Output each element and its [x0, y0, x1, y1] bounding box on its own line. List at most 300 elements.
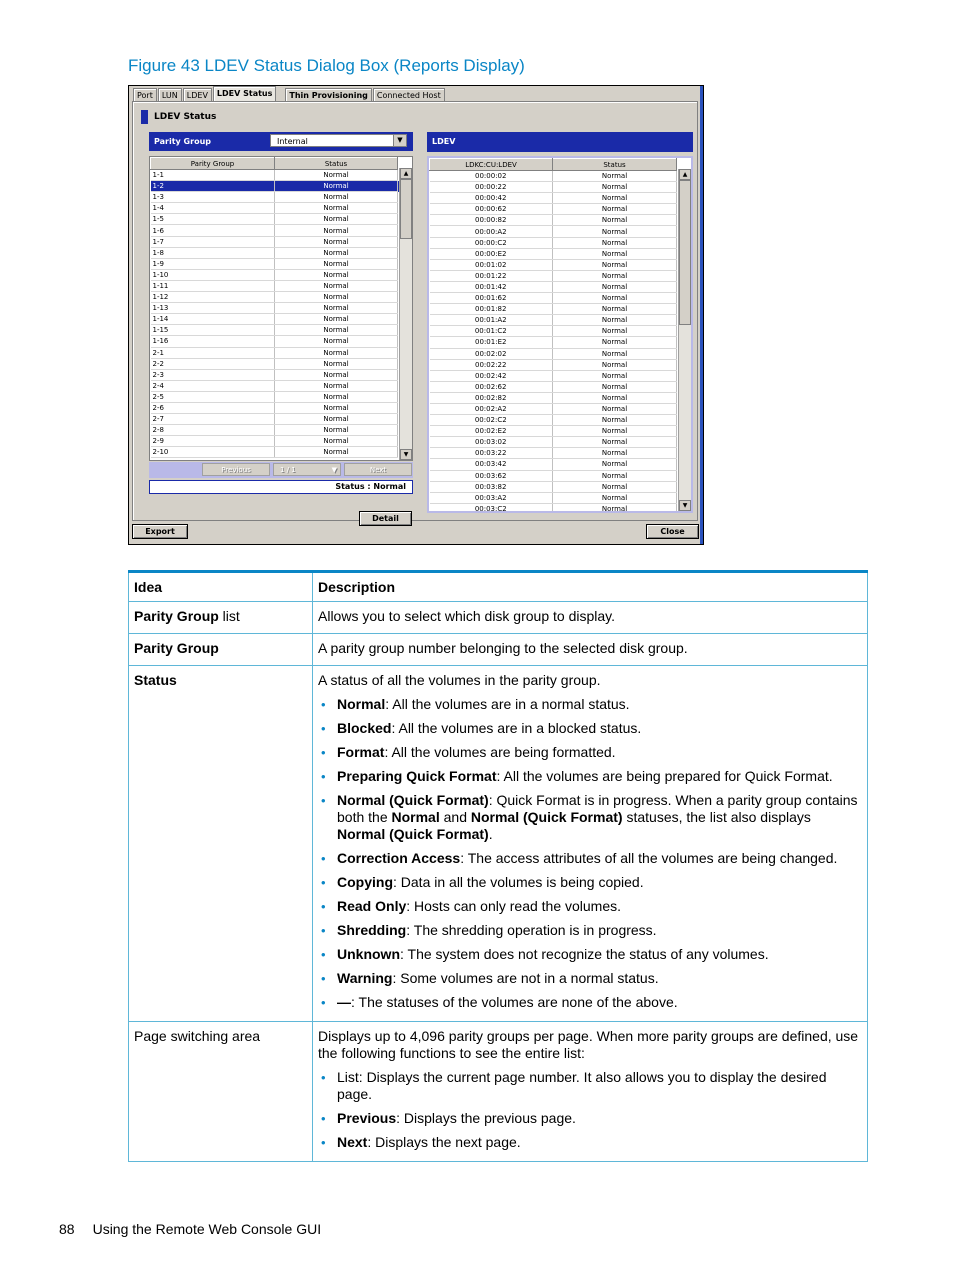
table-row[interactable]: [430, 426, 692, 437]
parity-status-cell: Normal: [275, 369, 398, 380]
list-item: [318, 792, 862, 843]
list-term: Format: [337, 744, 385, 760]
list-text: List: Displays the current page number. It also allows you to display the desired page.: [337, 1069, 827, 1102]
ldev-id-cell: 00:02:E2: [430, 426, 553, 437]
parity-status-cell: Normal: [275, 203, 398, 214]
scroll-up-icon[interactable]: ▲: [400, 168, 412, 179]
parity-id-cell: 1-12: [151, 292, 275, 303]
parity-id-cell: 2-8: [151, 425, 275, 436]
idea-cell: Page switching area: [129, 1022, 313, 1162]
ldev-id-cell: 00:03:22: [430, 448, 553, 459]
description-cell: Allows you to select which disk group to display.: [313, 602, 868, 634]
idea-cell: [129, 602, 313, 634]
ldev-id-cell: 00:03:42: [430, 459, 553, 470]
description-cell: A parity group number belonging to the selected disk group.: [313, 634, 868, 666]
list-text: : Some volumes are not in a normal status.: [392, 970, 659, 986]
parity-group-bar: [149, 132, 413, 151]
parity-status-cell: Normal: [275, 181, 398, 192]
section-title: LDEV Status: [154, 112, 217, 122]
list-item: [318, 720, 862, 737]
parity-id-cell: 2-6: [151, 402, 275, 413]
ldev-status-cell: Normal: [553, 182, 677, 193]
parity-status-cell: Normal: [275, 258, 398, 269]
list-item: [318, 1069, 862, 1103]
parity-status-cell: Normal: [275, 336, 398, 347]
page-select[interactable]: [273, 463, 341, 476]
status-display: Status : Normal: [149, 480, 413, 494]
list-term: Unknown: [337, 946, 400, 962]
ldev-status-cell: Normal: [553, 392, 677, 403]
table-row[interactable]: [430, 259, 692, 270]
table-row[interactable]: [430, 392, 692, 403]
table-row[interactable]: [151, 314, 413, 325]
tab-lun[interactable]: LUN: [158, 88, 182, 102]
ldev-id-cell: 00:03:02: [430, 437, 553, 448]
ldev-status-cell: Normal: [553, 326, 677, 337]
ldev-status-cell: Normal: [553, 415, 677, 426]
parity-status-cell: Normal: [275, 170, 398, 181]
table-row[interactable]: [430, 237, 692, 248]
parity-id-cell: 1-15: [151, 325, 275, 336]
table-row[interactable]: [151, 336, 413, 347]
scroll-up-icon[interactable]: ▲: [679, 169, 691, 180]
table-row[interactable]: [430, 359, 692, 370]
page-select-value: 1 / 1: [280, 466, 296, 474]
idea-cell: [129, 634, 313, 666]
ldev-id-cell: 00:00:82: [430, 215, 553, 226]
ldev-panel: [427, 132, 693, 513]
table-row[interactable]: [430, 448, 692, 459]
parity-id-cell: 1-6: [151, 225, 275, 236]
list-item: [318, 696, 862, 713]
description-table: [128, 570, 868, 1162]
list-term: Normal (Quick Format): [470, 809, 623, 825]
parity-status-cell: Normal: [275, 402, 398, 413]
list-text: : All the volumes are being formatted.: [384, 744, 616, 760]
parity-id-cell: 1-11: [151, 280, 275, 291]
tab-connected-host[interactable]: Connected Host: [373, 88, 445, 102]
table-row[interactable]: [151, 258, 413, 269]
table-row[interactable]: [151, 170, 413, 181]
table-row[interactable]: [151, 414, 413, 425]
parity-status-cell: Normal: [275, 436, 398, 447]
close-button[interactable]: Close: [646, 524, 699, 539]
ldev-id-cell: 00:00:E2: [430, 248, 553, 259]
parity-id-cell: 1-9: [151, 258, 275, 269]
column-header-parity-group[interactable]: Parity Group: [151, 158, 275, 170]
ldev-id-cell: 00:00:22: [430, 182, 553, 193]
list-term: Previous: [337, 1110, 397, 1126]
bullet-icon: •: [321, 947, 326, 962]
table-row[interactable]: [430, 326, 692, 337]
ldev-id-cell: 00:01:42: [430, 281, 553, 292]
table-row[interactable]: [430, 315, 692, 326]
previous-button[interactable]: Previous: [202, 463, 270, 476]
description-cell: [313, 666, 868, 1022]
idea-term: Parity Group: [134, 608, 219, 624]
table-row[interactable]: [430, 415, 692, 426]
parity-id-cell: 1-16: [151, 336, 275, 347]
ldev-scrollbar[interactable]: [678, 169, 691, 511]
ldev-id-cell: 00:03:62: [430, 470, 553, 481]
list-text: : Hosts can only read the volumes.: [406, 898, 622, 914]
table-row[interactable]: [151, 358, 413, 369]
list-text: : The shredding operation is in progress.: [406, 922, 657, 938]
ldev-status-cell: Normal: [553, 381, 677, 392]
parity-id-cell: 1-4: [151, 203, 275, 214]
scroll-thumb[interactable]: [400, 179, 412, 239]
list-item: [318, 874, 862, 891]
idea-cell: [129, 666, 313, 1022]
list-term: Read Only: [337, 898, 407, 914]
ldev-bar: [427, 132, 693, 152]
description-cell: [313, 1022, 868, 1162]
column-header-ldkc-cu-ldev[interactable]: LDKC:CU:LDEV: [430, 159, 553, 171]
table-row[interactable]: [430, 370, 692, 381]
ldev-status-cell: Normal: [553, 293, 677, 304]
parity-id-cell: 2-1: [151, 347, 275, 358]
status-intro: A status of all the volumes in the parity group.: [318, 672, 601, 688]
list-item: [318, 1134, 862, 1151]
ldev-status-cell: Normal: [553, 215, 677, 226]
list-item: [318, 850, 862, 867]
parity-group-select[interactable]: [270, 134, 407, 147]
list-text: : The statuses of the volumes are none of the above.: [351, 994, 678, 1010]
tab-ldev[interactable]: LDEV: [183, 88, 212, 102]
list-item: [318, 922, 862, 939]
table-row[interactable]: [430, 348, 692, 359]
footer-section: Using the Remote Web Console GUI: [92, 1221, 322, 1237]
list-item: [318, 994, 862, 1011]
window-edge: [700, 86, 703, 544]
ldev-status-cell: Normal: [553, 481, 677, 492]
parity-status-cell: Normal: [275, 236, 398, 247]
page-switching-list: [318, 1069, 862, 1151]
ldev-status-cell: Normal: [553, 270, 677, 281]
page-switching-area: [149, 462, 413, 478]
bullet-icon: •: [321, 745, 326, 760]
parity-status-cell: Normal: [275, 225, 398, 236]
bullet-icon: •: [321, 995, 326, 1010]
table-row[interactable]: [430, 171, 692, 182]
figure-title: Figure 43 LDEV Status Dialog Box (Reports Display): [128, 56, 525, 75]
parity-id-cell: 1-3: [151, 192, 275, 203]
parity-group-scrollbar[interactable]: [399, 168, 412, 460]
bullet-icon: •: [321, 875, 326, 890]
ldev-id-cell: 00:00:42: [430, 193, 553, 204]
section-marker-icon: [141, 110, 148, 124]
ldev-id-cell: 00:02:42: [430, 370, 553, 381]
list-term: Next: [337, 1134, 368, 1150]
list-text: : The access attributes of all the volumes are being changed.: [460, 850, 838, 866]
table-row[interactable]: [151, 402, 413, 413]
header-description: Description: [313, 572, 868, 602]
parity-id-cell: 1-2: [151, 181, 275, 192]
ldev-status-cell: Normal: [553, 437, 677, 448]
bullet-icon: •: [321, 697, 326, 712]
ldev-id-cell: 00:02:22: [430, 359, 553, 370]
table-row[interactable]: [151, 225, 413, 236]
table-row[interactable]: [151, 214, 413, 225]
tab-thin-provisioning[interactable]: Thin Provisioning: [285, 88, 372, 102]
ldev-status-cell: Normal: [553, 193, 677, 204]
parity-status-cell: Normal: [275, 325, 398, 336]
ldev-status-cell: Normal: [553, 426, 677, 437]
export-button[interactable]: Export: [132, 524, 188, 539]
ldev-id-cell: 00:02:62: [430, 381, 553, 392]
table-row[interactable]: [430, 182, 692, 193]
idea-suffix: list: [218, 608, 240, 624]
table-row[interactable]: [151, 292, 413, 303]
list-text: : Displays the previous page.: [396, 1110, 576, 1126]
detail-button[interactable]: Detail: [359, 511, 412, 526]
ldev-status-cell: Normal: [553, 470, 677, 481]
bullet-icon: •: [321, 923, 326, 938]
bullet-icon: •: [321, 851, 326, 866]
bullet-icon: •: [321, 971, 326, 986]
table-row[interactable]: [430, 281, 692, 292]
bullet-icon: •: [321, 1070, 326, 1085]
table-row[interactable]: [430, 403, 692, 414]
column-header-status[interactable]: Status: [275, 158, 398, 170]
table-row[interactable]: [151, 347, 413, 358]
ldev-id-cell: 00:03:C2: [430, 503, 553, 513]
parity-id-cell: 1-10: [151, 269, 275, 280]
bullet-icon: •: [321, 899, 326, 914]
ldev-id-cell: 00:01:02: [430, 259, 553, 270]
ldev-status-cell: Normal: [553, 171, 677, 182]
list-text: .: [488, 826, 493, 842]
table-row[interactable]: [430, 337, 692, 348]
table-row[interactable]: [151, 447, 413, 458]
table-row[interactable]: [430, 304, 692, 315]
table-row[interactable]: [151, 380, 413, 391]
section-header: [141, 110, 216, 124]
ldev-status-cell: Normal: [553, 459, 677, 470]
list-term: Copying: [337, 874, 393, 890]
table-row[interactable]: [151, 269, 413, 280]
table-row[interactable]: [430, 270, 692, 281]
list-text: : Displays the next page.: [367, 1134, 521, 1150]
ldev-status-dialog: [128, 85, 704, 545]
scroll-down-icon[interactable]: ▼: [679, 500, 691, 511]
ldev-status-cell: Normal: [553, 248, 677, 259]
ldev-status-cell: Normal: [553, 348, 677, 359]
table-row[interactable]: [151, 203, 413, 214]
ldev-id-cell: 00:00:C2: [430, 237, 553, 248]
table-row[interactable]: [151, 192, 413, 203]
parity-id-cell: 2-5: [151, 391, 275, 402]
ldev-id-cell: 00:01:22: [430, 270, 553, 281]
parity-status-cell: Normal: [275, 314, 398, 325]
parity-id-cell: 2-4: [151, 380, 275, 391]
ldev-status-cell: Normal: [553, 226, 677, 237]
ldev-id-cell: 00:02:82: [430, 392, 553, 403]
table-row[interactable]: [151, 325, 413, 336]
parity-status-cell: Normal: [275, 358, 398, 369]
list-term: Normal: [337, 696, 386, 712]
table-row[interactable]: [430, 492, 692, 503]
table-row[interactable]: [430, 470, 692, 481]
list-text: : The system does not recognize the status of any volumes.: [400, 946, 769, 962]
parity-status-cell: Normal: [275, 269, 398, 280]
parity-id-cell: 2-9: [151, 436, 275, 447]
ldev-id-cell: 00:01:E2: [430, 337, 553, 348]
list-term: Warning: [337, 970, 393, 986]
ldev-id-cell: 00:00:62: [430, 204, 553, 215]
list-term: Preparing Quick Format: [337, 768, 497, 784]
parity-group-panel: [149, 132, 413, 523]
bullet-icon: •: [321, 793, 326, 808]
page-footer: [59, 1221, 339, 1237]
ldev-table: [427, 156, 693, 513]
parity-status-cell: Normal: [275, 192, 398, 203]
parity-status-cell: Normal: [275, 347, 398, 358]
table-row[interactable]: [430, 481, 692, 492]
list-text: : All the volumes are in a normal status.: [385, 696, 630, 712]
table-row[interactable]: [151, 247, 413, 258]
table-row[interactable]: [151, 303, 413, 314]
parity-status-cell: Normal: [275, 380, 398, 391]
parity-status-cell: Normal: [275, 247, 398, 258]
parity-id-cell: 1-8: [151, 247, 275, 258]
ldev-rows: [430, 171, 692, 514]
parity-id-cell: 1-7: [151, 236, 275, 247]
ldev-id-cell: 00:01:82: [430, 304, 553, 315]
ldev-id-cell: 00:01:A2: [430, 315, 553, 326]
list-text: : All the volumes are being prepared for Quick Format.: [496, 768, 833, 784]
table-row[interactable]: [151, 436, 413, 447]
list-text: statuses, the list also displays: [622, 809, 811, 825]
ldev-status-cell: Normal: [553, 304, 677, 315]
header-idea: Idea: [129, 572, 313, 602]
page-switching-intro: Displays up to 4,096 parity groups per page. When more parity groups are defined, use the following functions to see the entire list:: [318, 1028, 859, 1061]
table-row[interactable]: [151, 425, 413, 436]
table-row[interactable]: [151, 391, 413, 402]
parity-status-cell: Normal: [275, 447, 398, 458]
parity-status-cell: Normal: [275, 214, 398, 225]
ldev-status-cell: Normal: [553, 492, 677, 503]
parity-id-cell: 2-7: [151, 414, 275, 425]
ldev-id-cell: 00:03:A2: [430, 492, 553, 503]
parity-status-cell: Normal: [275, 425, 398, 436]
table-row[interactable]: [430, 503, 692, 513]
table-row: [129, 1022, 868, 1162]
table-row[interactable]: [430, 437, 692, 448]
ldev-bar-label: LDEV: [432, 137, 456, 146]
list-term: Normal (Quick Format): [337, 792, 489, 808]
list-term: Normal (Quick Format): [337, 826, 489, 842]
parity-status-cell: Normal: [275, 391, 398, 402]
parity-status-cell: Normal: [275, 303, 398, 314]
parity-group-bar-label: Parity Group: [154, 137, 211, 146]
table-row[interactable]: [151, 369, 413, 380]
table-row[interactable]: [151, 181, 413, 192]
page-number: 88: [59, 1221, 75, 1237]
ldev-status-cell: Normal: [553, 370, 677, 381]
table-row[interactable]: [151, 280, 413, 291]
chevron-down-icon[interactable]: ▼: [331, 466, 337, 474]
list-term: —: [337, 994, 351, 1010]
table-row[interactable]: [430, 226, 692, 237]
list-text: : All the volumes are in a blocked status.: [391, 720, 642, 736]
ldev-id-cell: 00:03:82: [430, 481, 553, 492]
bullet-icon: •: [321, 1111, 326, 1126]
ldev-id-cell: 00:00:A2: [430, 226, 553, 237]
scroll-thumb[interactable]: [679, 180, 691, 325]
parity-status-cell: Normal: [275, 414, 398, 425]
parity-id-cell: 2-3: [151, 369, 275, 380]
ldev-status-cell: Normal: [553, 359, 677, 370]
column-header-ldev-status[interactable]: Status: [553, 159, 677, 171]
list-item: [318, 970, 862, 987]
ldev-status-cell: Normal: [553, 204, 677, 215]
ldev-id-cell: 00:01:62: [430, 293, 553, 304]
chevron-down-icon[interactable]: ▼: [393, 135, 406, 146]
ldev-status-cell: Normal: [553, 315, 677, 326]
tab-bar: [133, 88, 446, 102]
parity-status-cell: Normal: [275, 292, 398, 303]
table-row[interactable]: [430, 248, 692, 259]
list-text: : Data in all the volumes is being copied.: [393, 874, 644, 890]
ldev-status-cell: Normal: [553, 503, 677, 513]
parity-group-rows: [151, 170, 413, 458]
idea-term: Parity Group: [134, 640, 219, 656]
ldev-id-cell: 00:02:02: [430, 348, 553, 359]
bullet-icon: •: [321, 1135, 326, 1150]
table-row: [129, 602, 868, 634]
tab-port[interactable]: Port: [133, 88, 157, 102]
parity-id-cell: 1-14: [151, 314, 275, 325]
list-item: [318, 744, 862, 761]
table-row: [129, 634, 868, 666]
list-item: [318, 768, 862, 785]
status-list: [318, 696, 862, 1011]
table-row: [129, 666, 868, 1022]
parity-id-cell: 2-10: [151, 447, 275, 458]
tab-ldev-status[interactable]: LDEV Status: [213, 86, 276, 102]
list-item: [318, 898, 862, 915]
bullet-icon: •: [321, 769, 326, 784]
table-row[interactable]: [151, 236, 413, 247]
ldev-status-cell: Normal: [553, 403, 677, 414]
list-text: : Quick Format is in progress. When a parity group contains both the: [337, 792, 858, 825]
ldev-status-cell: Normal: [553, 448, 677, 459]
tab-panel: [132, 101, 698, 521]
bullet-icon: •: [321, 721, 326, 736]
parity-group-table: [149, 156, 413, 461]
parity-id-cell: 1-1: [151, 170, 275, 181]
list-item: [318, 946, 862, 963]
table-row[interactable]: [430, 193, 692, 204]
ldev-status-cell: Normal: [553, 281, 677, 292]
ldev-id-cell: 00:01:C2: [430, 326, 553, 337]
parity-id-cell: 1-5: [151, 214, 275, 225]
list-term: Normal: [391, 809, 440, 825]
scroll-down-icon[interactable]: ▼: [400, 449, 412, 460]
list-term: Blocked: [337, 720, 392, 736]
idea-term: Status: [134, 672, 177, 688]
list-text: and: [439, 809, 471, 825]
table-row[interactable]: [430, 459, 692, 470]
table-row[interactable]: [430, 381, 692, 392]
ldev-id-cell: 00:00:02: [430, 171, 553, 182]
next-button[interactable]: Next: [344, 463, 412, 476]
table-row[interactable]: [430, 293, 692, 304]
table-row[interactable]: [430, 204, 692, 215]
list-item: [318, 1110, 862, 1127]
table-row[interactable]: [430, 215, 692, 226]
